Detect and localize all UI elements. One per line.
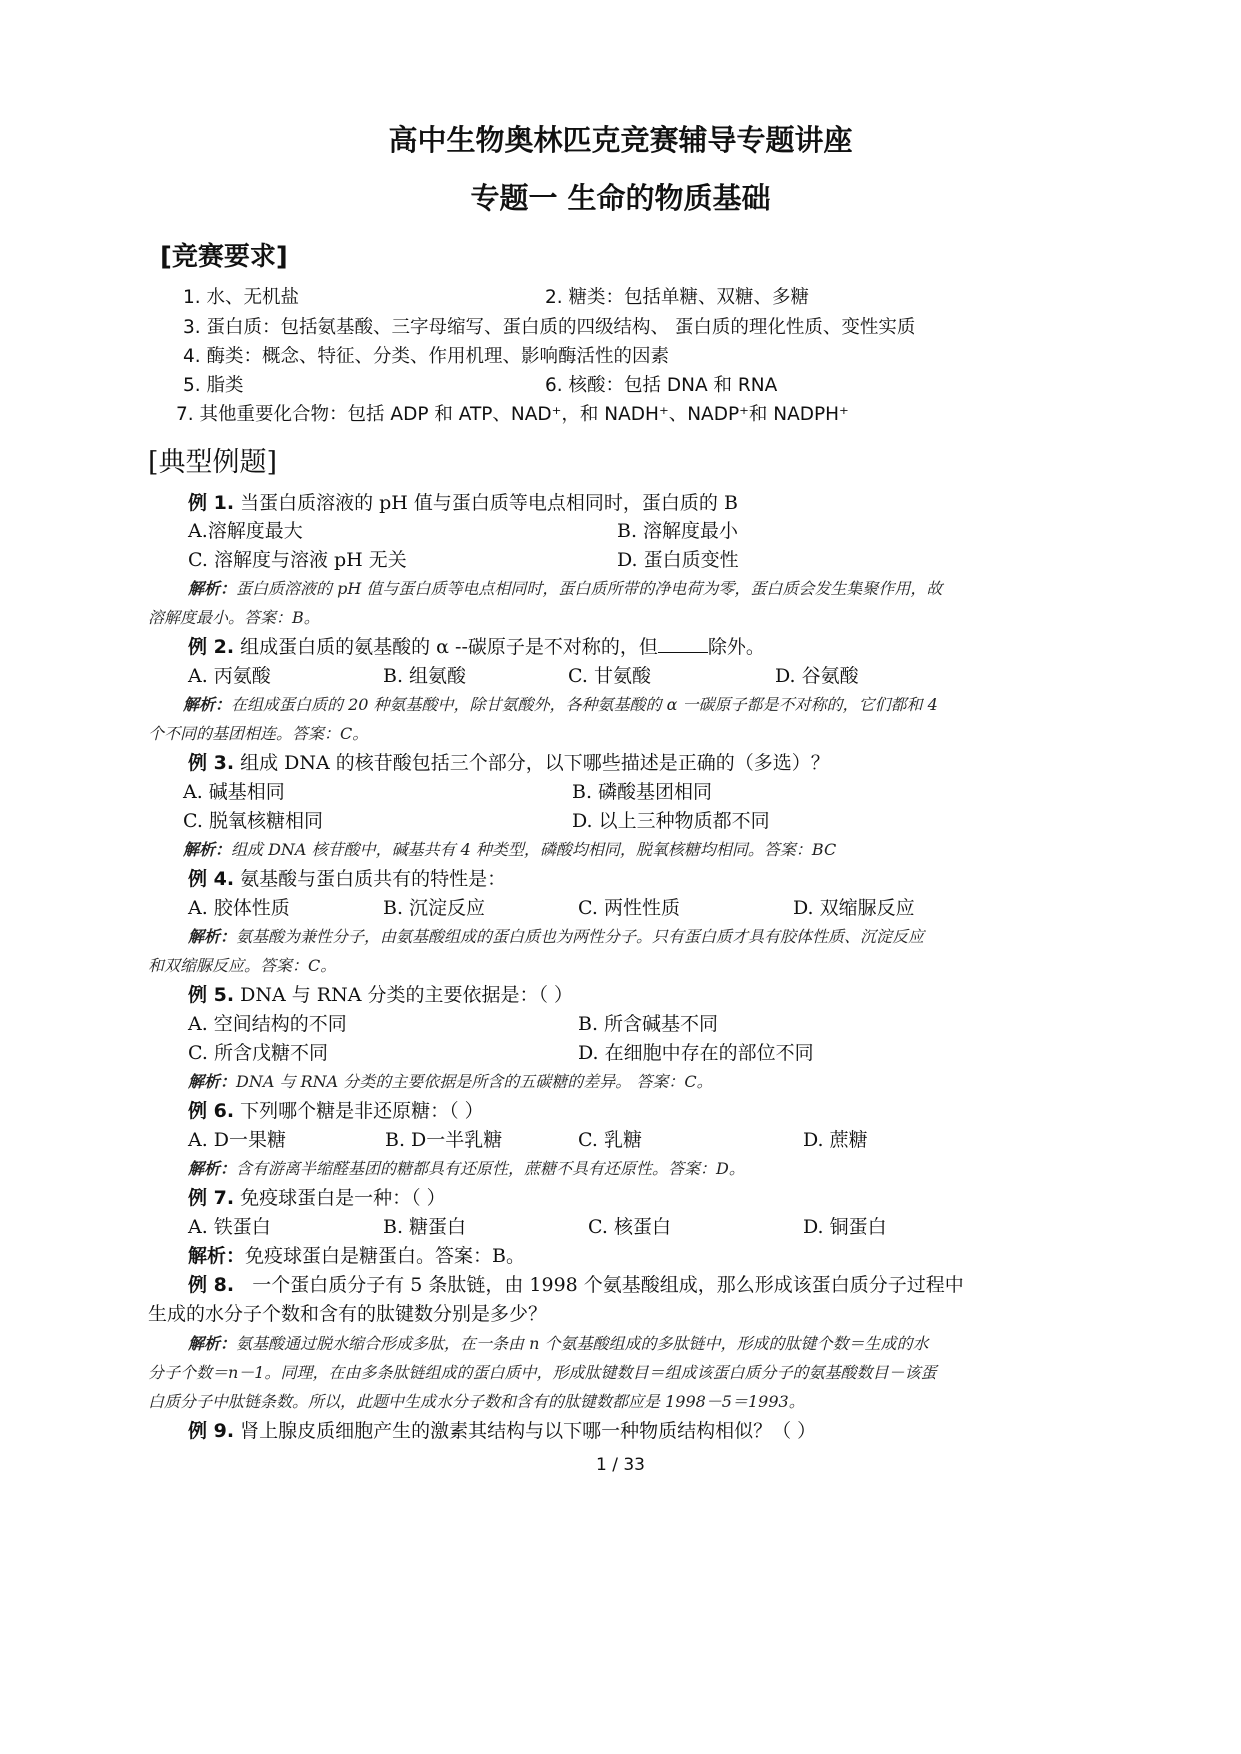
question-text: 组成 DNA 的核苷酸包括三个部分，以下哪些描述是正确的（多选）？ xyxy=(240,752,830,774)
example-5-option-c: C. 所含戊糖不同 xyxy=(188,1042,328,1064)
question-text: 下列哪个糖是非还原糖：（ ） xyxy=(240,1100,484,1122)
topic-title: 专题一 生命的物质基础 xyxy=(470,181,771,215)
analysis-text: 氨基酸通过脱水缩合形成多肽，在一条由 n 个氨基酸组成的多肽链中，形成的肽键个数＝生成的水 xyxy=(236,1334,929,1353)
analysis-text: DNA 与 RNA 分类的主要依据是所含的五碳糖的差异。 答案：C。 xyxy=(236,1072,713,1091)
requirement-3: 3. 蛋白质：包括氨基酸、三字母缩写、蛋白质的四级结构、 蛋白质的理化性质、变性实质 xyxy=(183,317,916,338)
analysis-text: 在组成蛋白质的 20 种氨基酸中，除甘氨酸外，各种氨基酸的 α 一碳原子都是不对称的，它们都和 4 xyxy=(231,695,938,714)
example-8-analysis xyxy=(188,1331,929,1354)
example-5-option-b: B. 所含碱基不同 xyxy=(578,1013,719,1035)
question-text: DNA 与 RNA 分类的主要依据是：（ ） xyxy=(240,984,573,1006)
example-4-option-a: A. 胶体性质 xyxy=(188,897,290,919)
example-1-analysis-cont: 溶解度最小。答案：B。 xyxy=(148,608,320,627)
example-4-analysis xyxy=(188,924,924,947)
example-label: 例 3. xyxy=(188,752,235,774)
example-label: 例 5. xyxy=(188,984,235,1006)
example-1-analysis xyxy=(188,576,942,599)
example-1-question xyxy=(188,488,738,515)
example-6-option-d: D. 蔗糖 xyxy=(803,1129,868,1151)
example-5-analysis xyxy=(188,1069,713,1092)
example-3-question xyxy=(188,748,830,775)
example-5-option-d: D. 在细胞中存在的部位不同 xyxy=(578,1042,814,1064)
requirement-7: 7. 其他重要化合物：包括 ADP 和 ATP、NAD⁺，和 NADH⁺、NADP⁺和 NADPH⁺ xyxy=(176,404,849,425)
example-3-option-a: A. 碱基相同 xyxy=(183,781,285,803)
example-2-analysis xyxy=(183,692,938,715)
example-6-option-a: A. D一果糖 xyxy=(188,1129,287,1151)
example-7-option-c: C. 核蛋白 xyxy=(588,1216,671,1238)
analysis-label: 解析： xyxy=(188,1159,237,1178)
example-7-option-b: B. 糖蛋白 xyxy=(383,1216,467,1238)
example-6-question xyxy=(188,1096,484,1123)
example-1-option-d: D. 蛋白质变性 xyxy=(617,549,739,571)
example-7-question xyxy=(188,1183,446,1210)
question-text: 组成蛋白质的氨基酸的 α --碳原子是不对称的，但 xyxy=(240,636,658,658)
example-4-analysis-cont: 和双缩脲反应。答案：C。 xyxy=(148,956,337,975)
example-label: 例 4. xyxy=(188,868,235,890)
example-2-question xyxy=(188,632,765,659)
example-4-option-b: B. 沉淀反应 xyxy=(383,897,486,919)
example-label: 例 1. xyxy=(188,492,235,514)
example-2-option-d: D. 谷氨酸 xyxy=(775,665,859,687)
example-2-option-c: C. 甘氨酸 xyxy=(568,665,651,687)
question-text: 免疫球蛋白是一种：（ ） xyxy=(240,1187,446,1209)
example-7-analysis xyxy=(188,1241,525,1268)
example-2-option-a: A. 丙氨酸 xyxy=(188,665,271,687)
analysis-label: 解析： xyxy=(188,1072,237,1091)
question-text: 一个蛋白质分子有 5 条肽链，由 1998 个氨基酸组成，那么形成该蛋白质分子过程中 xyxy=(252,1274,964,1296)
example-3-analysis xyxy=(183,837,836,860)
analysis-text: 含有游离半缩醛基团的糖都具有还原性，蔗糖不具有还原性。答案：D。 xyxy=(236,1159,745,1178)
example-label: 例 2. xyxy=(188,636,235,658)
requirement-6: 6. 核酸：包括 DNA 和 RNA xyxy=(545,375,778,396)
requirement-1: 1. 水、无机盐 xyxy=(183,287,300,308)
requirement-5: 5. 脂类 xyxy=(183,375,244,396)
requirement-2: 2. 糖类：包括单糖、双糖、多糖 xyxy=(545,287,810,308)
question-text: 当蛋白质溶液的 pH 值与蛋白质等电点相同时，蛋白质的 B xyxy=(240,492,738,514)
example-8-question xyxy=(188,1270,964,1297)
example-label: 例 6. xyxy=(188,1100,235,1122)
example-6-option-b: B. D一半乳糖 xyxy=(385,1129,503,1151)
example-1-option-c: C. 溶解度与溶液 pH 无关 xyxy=(188,549,407,571)
page-number: 1 / 33 xyxy=(596,1455,645,1475)
example-1-option-b: B. 溶解度最小 xyxy=(617,520,739,542)
analysis-label: 解析： xyxy=(183,840,232,859)
example-label: 例 9. xyxy=(188,1420,235,1442)
example-3-option-d: D. 以上三种物质都不同 xyxy=(572,810,770,832)
example-7-option-a: A. 铁蛋白 xyxy=(188,1216,271,1238)
example-7-option-d: D. 铜蛋白 xyxy=(803,1216,887,1238)
analysis-text: 氨基酸为兼性分子，由氨基酸组成的蛋白质也为两性分子。只有蛋白质才具有胶体性质、沉淀反应 xyxy=(236,927,925,946)
example-2-analysis-cont: 个不同的基团相连。答案：C。 xyxy=(148,724,369,743)
analysis-text: 蛋白质溶液的 pH 值与蛋白质等电点相同时，蛋白质所带的净电荷为零，蛋白质会发生集聚作用，故 xyxy=(236,579,943,598)
example-1-option-a: A.溶解度最大 xyxy=(188,520,303,542)
question-end: 除外。 xyxy=(707,636,765,658)
analysis-label: 解析： xyxy=(188,927,237,946)
analysis-label: 解析： xyxy=(188,1245,246,1267)
example-2-option-b: B. 组氨酸 xyxy=(383,665,467,687)
requirements-heading: [竞赛要求] xyxy=(160,242,288,272)
analysis-label: 解析： xyxy=(188,1334,237,1353)
answer-blank xyxy=(658,636,708,653)
examples-heading: [典型例题] xyxy=(148,447,278,478)
example-8-question-cont: 生成的水分子个数和含有的肽键数分别是多少？ xyxy=(148,1303,548,1325)
page-title: 高中生物奥林匹克竞赛辅导专题讲座 xyxy=(388,123,853,157)
question-text: 肾上腺皮质细胞产生的激素其结构与以下哪一种物质结构相似？（ ） xyxy=(240,1420,817,1442)
analysis-label: 解析： xyxy=(188,579,237,598)
example-5-option-a: A. 空间结构的不同 xyxy=(188,1013,347,1035)
example-3-option-b: B. 磷酸基团相同 xyxy=(572,781,713,803)
example-4-question xyxy=(188,864,506,891)
example-8-analysis-cont-2: 白质分子中肽链条数。所以，此题中生成水分子数和含有的肽键数都应是 1998－5＝1993。 xyxy=(148,1392,805,1411)
example-8-analysis-cont-1: 分子个数＝n－1。同理，在由多条肽链组成的蛋白质中，形成肽键数目＝组成该蛋白质分子的氨基酸数目－该蛋 xyxy=(148,1363,937,1382)
example-5-question xyxy=(188,980,573,1007)
example-6-analysis xyxy=(188,1156,745,1179)
example-6-option-c: C. 乳糖 xyxy=(578,1129,642,1151)
example-4-option-c: C. 两性性质 xyxy=(578,897,680,919)
example-label: 例 8. xyxy=(188,1274,235,1296)
analysis-text: 免疫球蛋白是糖蛋白。答案：B。 xyxy=(245,1245,525,1267)
example-3-option-c: C. 脱氧核糖相同 xyxy=(183,810,323,832)
example-4-option-d: D. 双缩脲反应 xyxy=(793,897,915,919)
requirement-4: 4. 酶类：概念、特征、分类、作用机理、影响酶活性的因素 xyxy=(183,346,670,367)
example-9-question xyxy=(188,1416,816,1443)
question-text: 氨基酸与蛋白质共有的特性是： xyxy=(240,868,507,890)
analysis-text: 组成 DNA 核苷酸中，碱基共有 4 种类型，磷酸均相同，脱氧核糖均相同。答案：BC xyxy=(231,840,837,859)
analysis-label: 解析： xyxy=(183,695,232,714)
example-label: 例 7. xyxy=(188,1187,235,1209)
